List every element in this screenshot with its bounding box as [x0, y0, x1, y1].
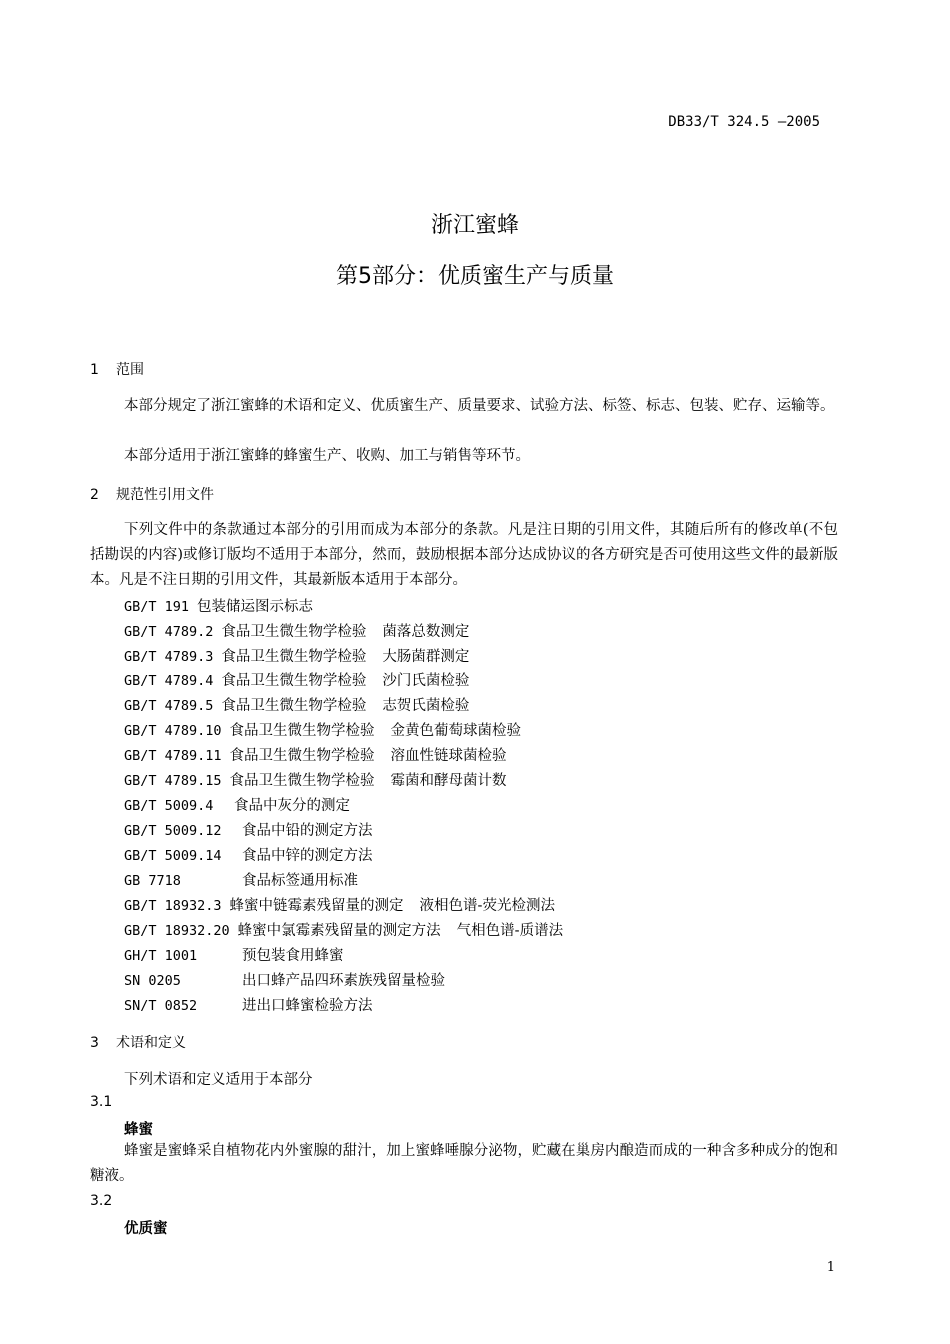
reference-item — [124, 744, 507, 765]
reference-code: GB/T 18932.3 — [124, 898, 222, 914]
reference-code: SN/T 0852 — [124, 998, 198, 1014]
section-number: 3 — [90, 1035, 99, 1051]
reference-subtitle: 大肠菌群测定 — [382, 649, 470, 665]
reference-code: GB/T 5009.14 — [124, 848, 222, 864]
reference-subtitle: 志贺氏菌检验 — [382, 698, 470, 714]
reference-code: GB/T 4789.5 — [124, 698, 214, 714]
section-1-paragraph-2: 本部分适用于浙江蜜蜂的蜂蜜生产、收购、加工与销售等环节。 — [124, 448, 530, 464]
section-2-intro: 下列文件中的条款通过本部分的引用而成为本部分的条款。凡是注日期的引用文件，其随后所有的修改单(不包括勘误的内容)或修订版均不适用于本部分，然而，鼓励根据本部分达成协议的各方研究是否可使用这些文件的最新版本。凡是不注日期的引用文件，其最新版本适用于本部分。 — [90, 522, 838, 588]
term-name: 蜂蜜 — [124, 1122, 153, 1138]
reference-item — [124, 894, 555, 915]
section-1-paragraph-1: 本部分规定了浙江蜜蜂的术语和定义、优质蜜生产、质量要求、试验方法、标签、标志、包装、贮存、运输等。 — [124, 398, 835, 414]
reference-title: 食品中锌的测定方法 — [242, 848, 373, 864]
clause-number: 3.2 — [90, 1193, 113, 1209]
document-title: 浙江蜜蜂 — [430, 213, 519, 238]
reference-item — [124, 819, 373, 840]
section-3-heading — [90, 1032, 186, 1052]
reference-item — [124, 769, 507, 790]
reference-title: 食品卫生微生物学检验 — [229, 773, 375, 789]
clause-number: 3.1 — [90, 1094, 113, 1110]
reference-code: GB/T 18932.20 — [124, 923, 230, 939]
reference-item — [124, 719, 521, 740]
reference-title: 食品中铅的测定方法 — [242, 823, 373, 839]
reference-item — [124, 994, 373, 1015]
reference-title: 蜂蜜中链霉素残留量的测定 — [229, 898, 404, 914]
reference-item — [124, 669, 469, 690]
reference-subtitle: 霉菌和酵母菌计数 — [390, 773, 507, 789]
section-title: 范围 — [116, 362, 144, 378]
reference-title: 包装储运图示标志 — [197, 599, 314, 615]
standard-number: DB33/T 324.5 —2005 — [668, 114, 820, 130]
reference-code: GB/T 4789.4 — [124, 673, 214, 689]
term-name: 优质蜜 — [124, 1221, 168, 1237]
reference-item — [124, 944, 344, 965]
reference-title: 食品卫生微生物学检验 — [221, 673, 367, 689]
reference-subtitle: 溶血性链球菌检验 — [390, 748, 507, 764]
reference-title: 食品卫生微生物学检验 — [229, 723, 375, 739]
section-title: 术语和定义 — [116, 1035, 186, 1051]
reference-item — [124, 844, 373, 865]
reference-item — [124, 869, 358, 890]
reference-subtitle: 气相色谱-质谱法 — [456, 923, 564, 939]
page-number: 1 — [826, 1260, 835, 1275]
section-3-intro: 下列术语和定义适用于本部分 — [124, 1072, 313, 1088]
reference-code: GB/T 191 — [124, 599, 190, 615]
section-number: 1 — [90, 362, 99, 378]
reference-code: GB 7718 — [124, 873, 181, 889]
reference-code: GB/T 4789.10 — [124, 723, 222, 739]
reference-title: 进出口蜂蜜检验方法 — [242, 998, 373, 1014]
reference-item — [124, 595, 313, 616]
reference-code: GB/T 4789.2 — [124, 624, 214, 640]
section-title: 规范性引用文件 — [116, 487, 214, 503]
reference-subtitle: 菌落总数测定 — [382, 624, 470, 640]
reference-subtitle: 沙门氏菌检验 — [382, 673, 470, 689]
reference-title: 食品卫生微生物学检验 — [221, 649, 367, 665]
reference-item — [124, 794, 350, 815]
reference-title: 食品卫生微生物学检验 — [229, 748, 375, 764]
reference-item — [124, 645, 469, 666]
reference-subtitle: 金黄色葡萄球菌检验 — [390, 723, 522, 739]
reference-title: 食品标签通用标准 — [242, 873, 358, 889]
reference-item — [124, 969, 445, 990]
reference-title: 食品卫生微生物学检验 — [221, 698, 367, 714]
reference-title: 食品中灰分的测定 — [234, 798, 350, 814]
reference-title: 食品卫生微生物学检验 — [221, 624, 367, 640]
section-number: 2 — [90, 487, 99, 503]
reference-title: 出口蜂产品四环素族残留量检验 — [242, 973, 445, 989]
reference-item — [124, 919, 563, 940]
reference-item — [124, 694, 469, 715]
reference-subtitle: 液相色谱-荧光检测法 — [419, 898, 555, 914]
reference-code: GB/T 4789.3 — [124, 649, 214, 665]
reference-code: SN 0205 — [124, 973, 181, 989]
reference-code: GB/T 4789.11 — [124, 748, 222, 764]
section-2-heading — [90, 484, 214, 504]
reference-code: GB/T 5009.4 — [124, 798, 214, 814]
document-subtitle: 第5部分：优质蜜生产与质量 — [336, 264, 614, 289]
reference-code: GB/T 5009.12 — [124, 823, 222, 839]
reference-title: 蜂蜜中氯霉素残留量的测定方法 — [237, 923, 441, 939]
reference-code: GB/T 4789.15 — [124, 773, 222, 789]
term-definition: 蜂蜜是蜜蜂采自植物花内外蜜腺的甜汁，加上蜜蜂唾腺分泌物，贮藏在巢房内酿造而成的一种含多种成分的饱和糖液。 — [90, 1143, 838, 1184]
reference-code: GH/T 1001 — [124, 948, 198, 964]
reference-item — [124, 620, 469, 641]
reference-title: 预包装食用蜂蜜 — [242, 948, 344, 964]
section-1-heading — [90, 359, 144, 379]
